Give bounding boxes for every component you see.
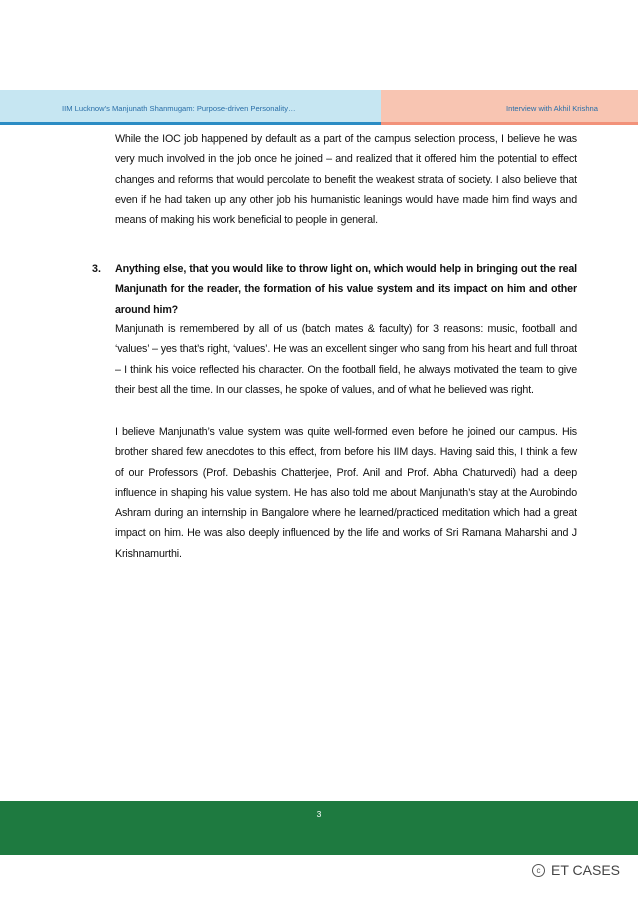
question-number: 3. [92,263,101,275]
copyright-icon: c [532,864,545,877]
paragraph-value-system: I believe Manjunath’s value system was quite well-formed even before he joined our campus. His brother shared few anecdotes to this effect, from before his IIM days. Having said this, I think a few of our Professors (Prof. Debashis Chatterjee, Prof. Anil and Prof. Abha Chaturvedi) had a deep influence in shaping his value system. He has also told me about Manjunath’s stay at the Aurobindo Ashram during an internship in Bangalore where he learned/practiced meditation which had a great impact on him. He was also deeply influenced by the life and works of Sri Ramana Maharshi and J Krishnamurthi. [115,426,577,560]
header-section-title: Interview with Akhil Krishna [381,90,638,125]
brand-name: ET CASES [551,862,620,878]
footer-bar [0,801,638,855]
page-header [0,90,638,125]
paragraph-ioc-job: While the IOC job happened by default as a part of the campus selection process, I believe he was very much involved in the job once he joined – and realized that it offered him the potential to effect changes and reforms that would percolate to benefit the weakest strata of society. I also believe that even if he had taken up any other job his humanistic leanings would have made him find ways and means of making his work beneficial to people in general. [115,133,577,227]
question-text: Anything else, that you would like to throw light on, which would help in bringing out the real Manjunath for the reader, the formation of his value system and its impact on him and other around him? [115,263,577,316]
header-case-title: IIM Lucknow's Manjunath Shanmugam: Purpose-driven Personality… [0,90,381,125]
page-number: 3 [316,809,322,819]
footer-brand [532,862,620,878]
paragraph-remembered: Manjunath is remembered by all of us (batch mates & faculty) for 3 reasons: music, football and ‘values’ – yes that’s right, ‘values’. He was an excellent singer who sang from his heart and full throat – I think his voice reflected his character. On the football field, he always motivated the team to give their best all the time. In our classes, he spoke of values, and of what he believed was right. [115,323,577,396]
